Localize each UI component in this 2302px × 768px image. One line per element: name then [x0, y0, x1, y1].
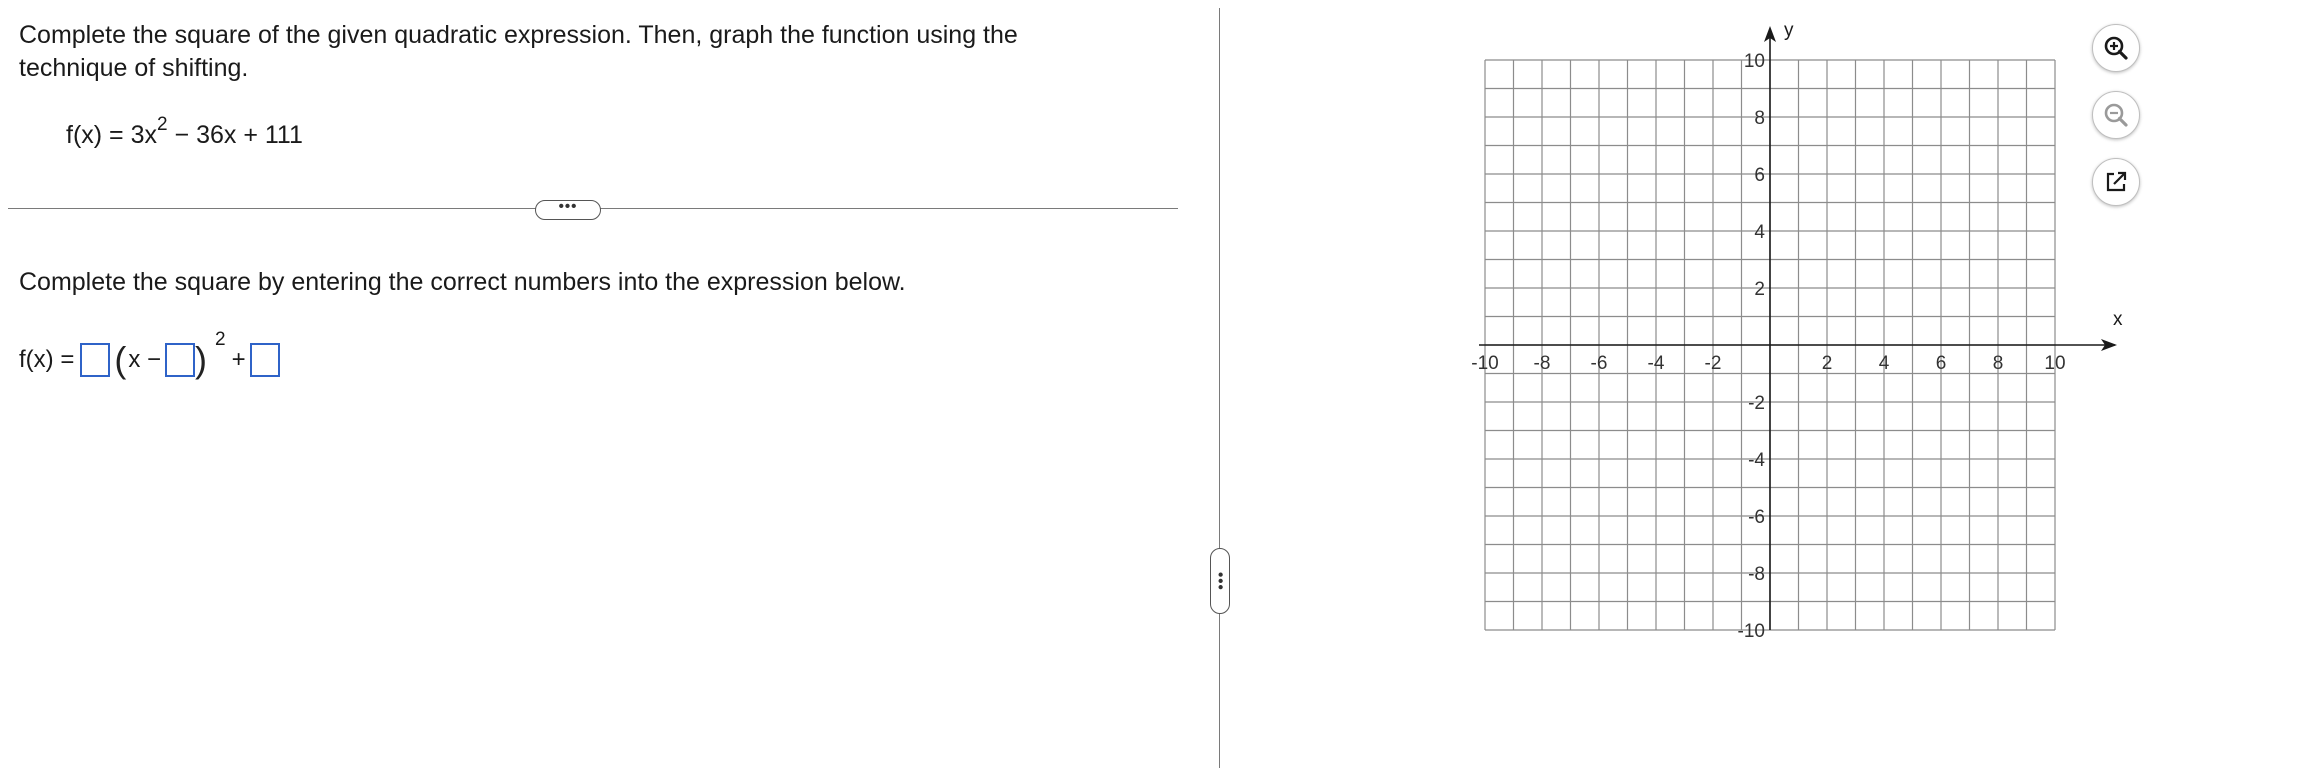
coordinate-grid[interactable] — [1455, 18, 2123, 658]
function-prefix: f(x) = 3x — [66, 121, 157, 149]
y-tick-label: -6 — [1748, 507, 1765, 528]
x-tick-label: 2 — [1821, 353, 1833, 374]
y-tick-label: -2 — [1748, 393, 1765, 414]
close-paren: ) — [195, 339, 208, 380]
function-exponent: 2 — [157, 114, 168, 135]
function-suffix: − 36x + 111 — [167, 121, 303, 149]
square-exponent: 2 — [215, 329, 226, 350]
plus-sign: + — [231, 346, 246, 373]
h-value-input[interactable] — [165, 343, 195, 377]
question-instruction: Complete the square of the given quadratic expression. Then, graph the function using the technique of shifting. — [19, 21, 1018, 82]
zoom-in-icon — [2102, 34, 2130, 62]
more-dots-icon: ••• — [558, 198, 578, 215]
x-tick-label: -2 — [1704, 353, 1722, 374]
x-tick-label: -6 — [1590, 353, 1608, 374]
k-value-input[interactable] — [250, 343, 280, 377]
y-tick-label: -4 — [1748, 450, 1765, 471]
open-paren: ( — [114, 339, 127, 380]
splitter-handle[interactable] — [1210, 548, 1230, 614]
pane-splitter[interactable] — [1219, 8, 1220, 768]
y-tick-label: 10 — [1743, 51, 1765, 72]
inner-x-minus: x − — [128, 346, 162, 373]
y-tick-label: -10 — [1737, 621, 1765, 642]
splitter-dots-icon: ••• — [1211, 571, 1229, 591]
expand-question-button[interactable] — [535, 200, 601, 220]
y-tick-label: 4 — [1754, 222, 1765, 243]
x-axis-label: x — [2113, 309, 2123, 330]
x-tick-label: 10 — [2044, 353, 2066, 374]
y-axis-label: y — [1784, 20, 1794, 41]
function-expression — [66, 114, 303, 155]
x-tick-label: 4 — [1878, 353, 1890, 374]
y-tick-label: 2 — [1754, 279, 1765, 300]
y-tick-label: -8 — [1748, 564, 1765, 585]
graph-panel[interactable] — [1455, 18, 2123, 663]
answer-prompt: Complete the square by entering the correct numbers into the expression below. — [19, 268, 906, 296]
x-tick-label: -8 — [1533, 353, 1551, 374]
zoom-out-button[interactable] — [2092, 91, 2140, 139]
pop-out-button[interactable] — [2092, 158, 2140, 206]
answer-lhs: f(x) = — [19, 346, 75, 373]
x-tick-label: 8 — [1992, 353, 2004, 374]
coefficient-input[interactable] — [80, 343, 110, 377]
x-tick-label: 6 — [1935, 353, 1947, 374]
x-tick-label: -10 — [1471, 353, 1499, 374]
zoom-out-icon — [2102, 101, 2130, 129]
completed-square-expression — [19, 329, 280, 385]
y-tick-label: 8 — [1754, 108, 1765, 129]
zoom-in-button[interactable] — [2092, 24, 2140, 72]
x-tick-label: -4 — [1647, 353, 1665, 374]
external-link-icon — [2103, 169, 2129, 195]
y-tick-label: 6 — [1754, 165, 1765, 186]
